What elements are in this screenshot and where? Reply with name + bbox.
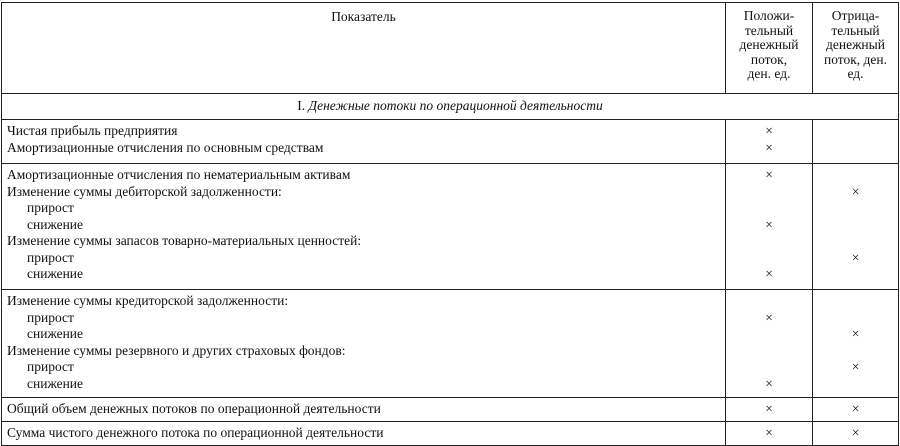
negative-mark xyxy=(813,123,898,140)
row-label: Изменение суммы дебиторской задолженности: xyxy=(7,183,282,199)
row-label: Амортизационные отчисления по основным средствам xyxy=(7,139,324,155)
row-group-3 xyxy=(2,290,899,398)
total-volume-negative: × xyxy=(813,398,899,422)
total-volume-row xyxy=(2,398,899,422)
cash-flow-table xyxy=(1,2,899,446)
negative-mark xyxy=(813,343,898,360)
negative-mark: × xyxy=(851,249,860,265)
positive-mark: × xyxy=(765,375,773,391)
negative-mark xyxy=(813,217,898,234)
positive-mark xyxy=(726,200,812,217)
positive-mark: × xyxy=(765,216,773,232)
group-2-labels xyxy=(2,164,726,290)
negative-mark xyxy=(813,376,898,393)
group-2-positive xyxy=(726,164,813,290)
row-label: прирост xyxy=(27,309,74,325)
positive-mark: × xyxy=(765,139,773,155)
positive-mark xyxy=(726,233,812,250)
positive-mark: × xyxy=(765,266,773,281)
negative-mark xyxy=(813,266,898,283)
positive-mark xyxy=(726,359,812,376)
row-label: Чистая прибыль предприятия xyxy=(7,123,178,138)
positive-mark: × xyxy=(765,167,773,182)
negative-mark: × xyxy=(851,326,860,341)
group-2-negative xyxy=(813,164,899,290)
negative-mark xyxy=(813,167,898,184)
header-row xyxy=(2,3,899,94)
positive-mark: × xyxy=(765,123,773,138)
group-1-negative xyxy=(813,120,899,164)
row-label: снижение xyxy=(27,375,84,391)
row-label: Амортизационные отчисления по нематериальным активам xyxy=(7,167,351,182)
positive-mark xyxy=(726,250,812,267)
negative-mark xyxy=(813,293,898,310)
positive-mark: × xyxy=(765,309,773,325)
row-label: снижение xyxy=(27,266,84,281)
negative-mark: × xyxy=(851,183,860,199)
negative-mark: × xyxy=(851,359,860,374)
group-3-negative xyxy=(813,290,899,398)
header-indicator: Показатель xyxy=(2,3,726,94)
row-label: Изменение суммы запасов товарно-материальных ценностей: xyxy=(7,233,362,248)
negative-mark xyxy=(813,233,898,250)
positive-mark xyxy=(726,326,812,343)
row-label: Изменение суммы резервного и других страховых фондов: xyxy=(7,342,346,358)
negative-mark xyxy=(813,310,898,327)
row-label: прирост xyxy=(27,359,74,374)
positive-mark xyxy=(726,343,812,360)
row-label: прирост xyxy=(27,249,74,265)
total-volume-positive: × xyxy=(726,398,813,422)
net-flow-label: Сумма чистого денежного потока по операционной деятельности xyxy=(2,422,726,446)
positive-mark xyxy=(726,184,812,201)
row-group-1 xyxy=(2,120,899,164)
section-row xyxy=(2,94,899,120)
group-3-positive xyxy=(726,290,813,398)
negative-mark xyxy=(813,200,898,217)
header-negative-flow: Отрица- тельный денежный поток, ден. ед. xyxy=(813,3,899,94)
group-1-positive xyxy=(726,120,813,164)
row-group-2 xyxy=(2,164,899,290)
net-flow-negative: × xyxy=(813,422,899,446)
row-label: прирост xyxy=(27,200,74,215)
net-flow-positive: × xyxy=(726,422,813,446)
group-3-labels xyxy=(2,290,726,398)
group-1-labels xyxy=(2,120,726,164)
positive-mark xyxy=(726,293,812,310)
row-label: Изменение суммы кредиторской задолженности: xyxy=(7,293,289,308)
total-volume-label: Общий объем денежных потоков по операционной деятельности xyxy=(2,398,726,422)
negative-mark xyxy=(813,140,898,157)
section-title: I. Денежные потоки по операционной деятельности xyxy=(2,94,899,120)
row-label: снижение xyxy=(27,216,84,232)
row-label: снижение xyxy=(27,326,84,341)
header-positive-flow: Положи- тельный денежный поток, ден. ед. xyxy=(726,3,813,94)
